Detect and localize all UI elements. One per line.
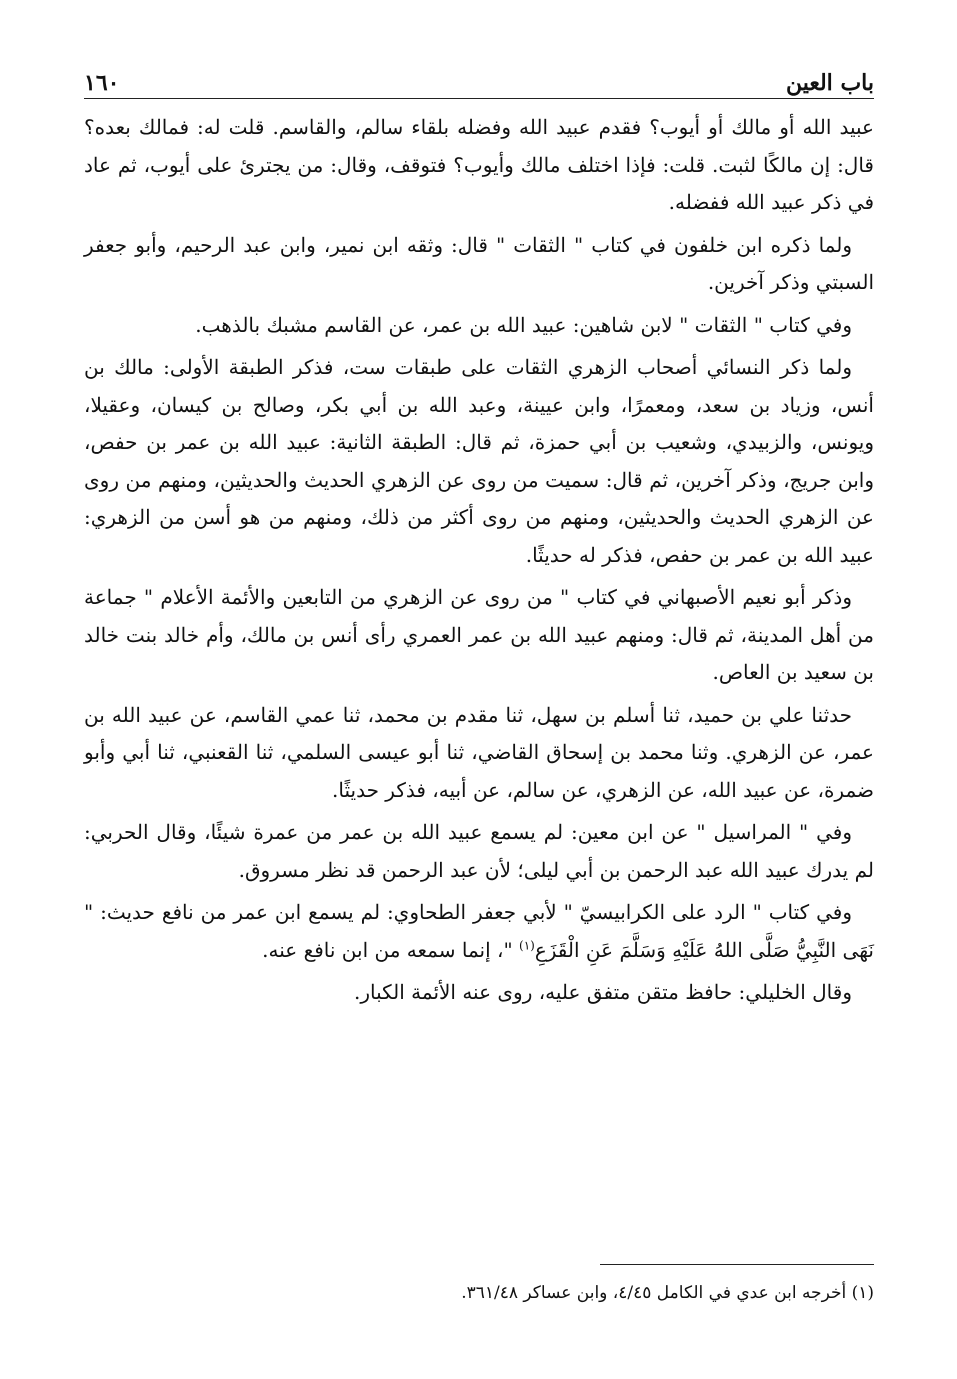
paragraph: وفي كتاب " الثقات " لابن شاهين: عبيد الله بن عمر، عن القاسم مشبك بالذهب. xyxy=(195,312,852,337)
paragraph: حدثنا علي بن حميد، ثنا أسلم بن سهل، ثنا مقدم بن محمد، ثنا عمي القاسم، عن عبيد الله بن عمر، عن الزهري. وثنا محمد بن إسحاق القاضي، ثنا أبو عيسى السلمي، ثنا القعنبي، ثنا أبي وأبو ضمرة، عن عبيد الله، عن الزهري، عن سالم، عن أبيه، فذكر حديثًا. xyxy=(84,702,874,802)
page-body xyxy=(84,109,874,1012)
chapter-title: باب العين xyxy=(785,70,874,96)
book-page xyxy=(84,58,874,1017)
paragraph: ولما ذكره ابن خلفون في كتاب " الثقات " قال: وثقه ابن نمير، وابن عبد الرحيم، وأبو جعفر السبتي وذكر آخرين. xyxy=(84,232,874,294)
paragraph: عبيد الله أو مالك أو أيوب؟ فقدم عبيد الله وفضله بلقاء سالم، والقاسم. قلت له: فمالك بعده؟ قال: إن مالكًا لثبت. قلت: فإذا اختلف مالك وأيوب؟ فتوقف، وقال: من يجترئ على أيوب، ثم عاد في ذكر عبيد الله ففضله. xyxy=(84,115,874,214)
paragraph: وفي " المراسيل " عن ابن معين: لم يسمع عبيد الله بن عمر من عمرة شيئًا، وقال الحربي: لم يدرك عبيد الله عبد الرحمن بن أبي ليلى؛ لأن عبد الرحمن قد نظر مسروق. xyxy=(84,820,874,882)
page-header xyxy=(84,58,874,99)
footnote: (١) أخرجه ابن عدي في الكامل ٤/٤٥، وابن عساكر ٣٦١/٤٨. xyxy=(461,1283,874,1303)
paragraph-text: وفي كتاب " الرد على الكرابيسيّ " لأبي جعفر الطحاوي: لم يسمع ابن عمر من نافع حديث: " نَهَى النَّبِيُّ صَلَّى اللهُ عَلَيْهِ وَسَلَّمَ عَنِ الْقَزَعِ xyxy=(84,900,874,962)
paragraph: وذكر أبو نعيم الأصبهاني في كتاب " من روى عن الزهري من التابعين والأئمة الأعلام " جماعة من أهل المدينة، ثم قال: ومنهم عبيد الله بن عمر العمري رأى أنس بن مالك، وأم خالد بنت خالد بن سعيد بن العاص. xyxy=(84,585,874,684)
paragraph xyxy=(84,894,874,969)
footnote-divider xyxy=(600,1264,874,1265)
paragraph: ولما ذكر النسائي أصحاب الزهري الثقات على طبقات ست، فذكر الطبقة الأولى: مالك بن أنس، وزياد بن سعد، ومعمرًا، وابن عيينة، وعبد الله بن أبي بكر، وصالح بن كيسان، وعقيلا، ويونس، والزبيدي، وشعيب بن أبي حمزة، ثم قال: الطبقة الثانية: عبيد الله بن عمر بن حفص، وابن جريج، وذكر آخرين، ثم قال: سميت من روى عن الزهري الحديث والحديثين، ومنهم من روى عن الزهري الحديث والحديثين، ومنهم من روى أكثر من ذلك، ومنهم من هو أسن من الزهري: عبيد الله بن عمر بن حفص، فذكر له حديثًا. xyxy=(84,355,874,567)
paragraph-text: "، إنما سمعه من ابن نافع عنه. xyxy=(262,937,519,962)
page-number: ١٦٠ xyxy=(84,70,120,96)
paragraph: وقال الخليلي: حافظ متقن متفق عليه، روى عنه الأئمة الكبار. xyxy=(353,980,852,1004)
footnote-marker: (١) xyxy=(519,937,535,952)
